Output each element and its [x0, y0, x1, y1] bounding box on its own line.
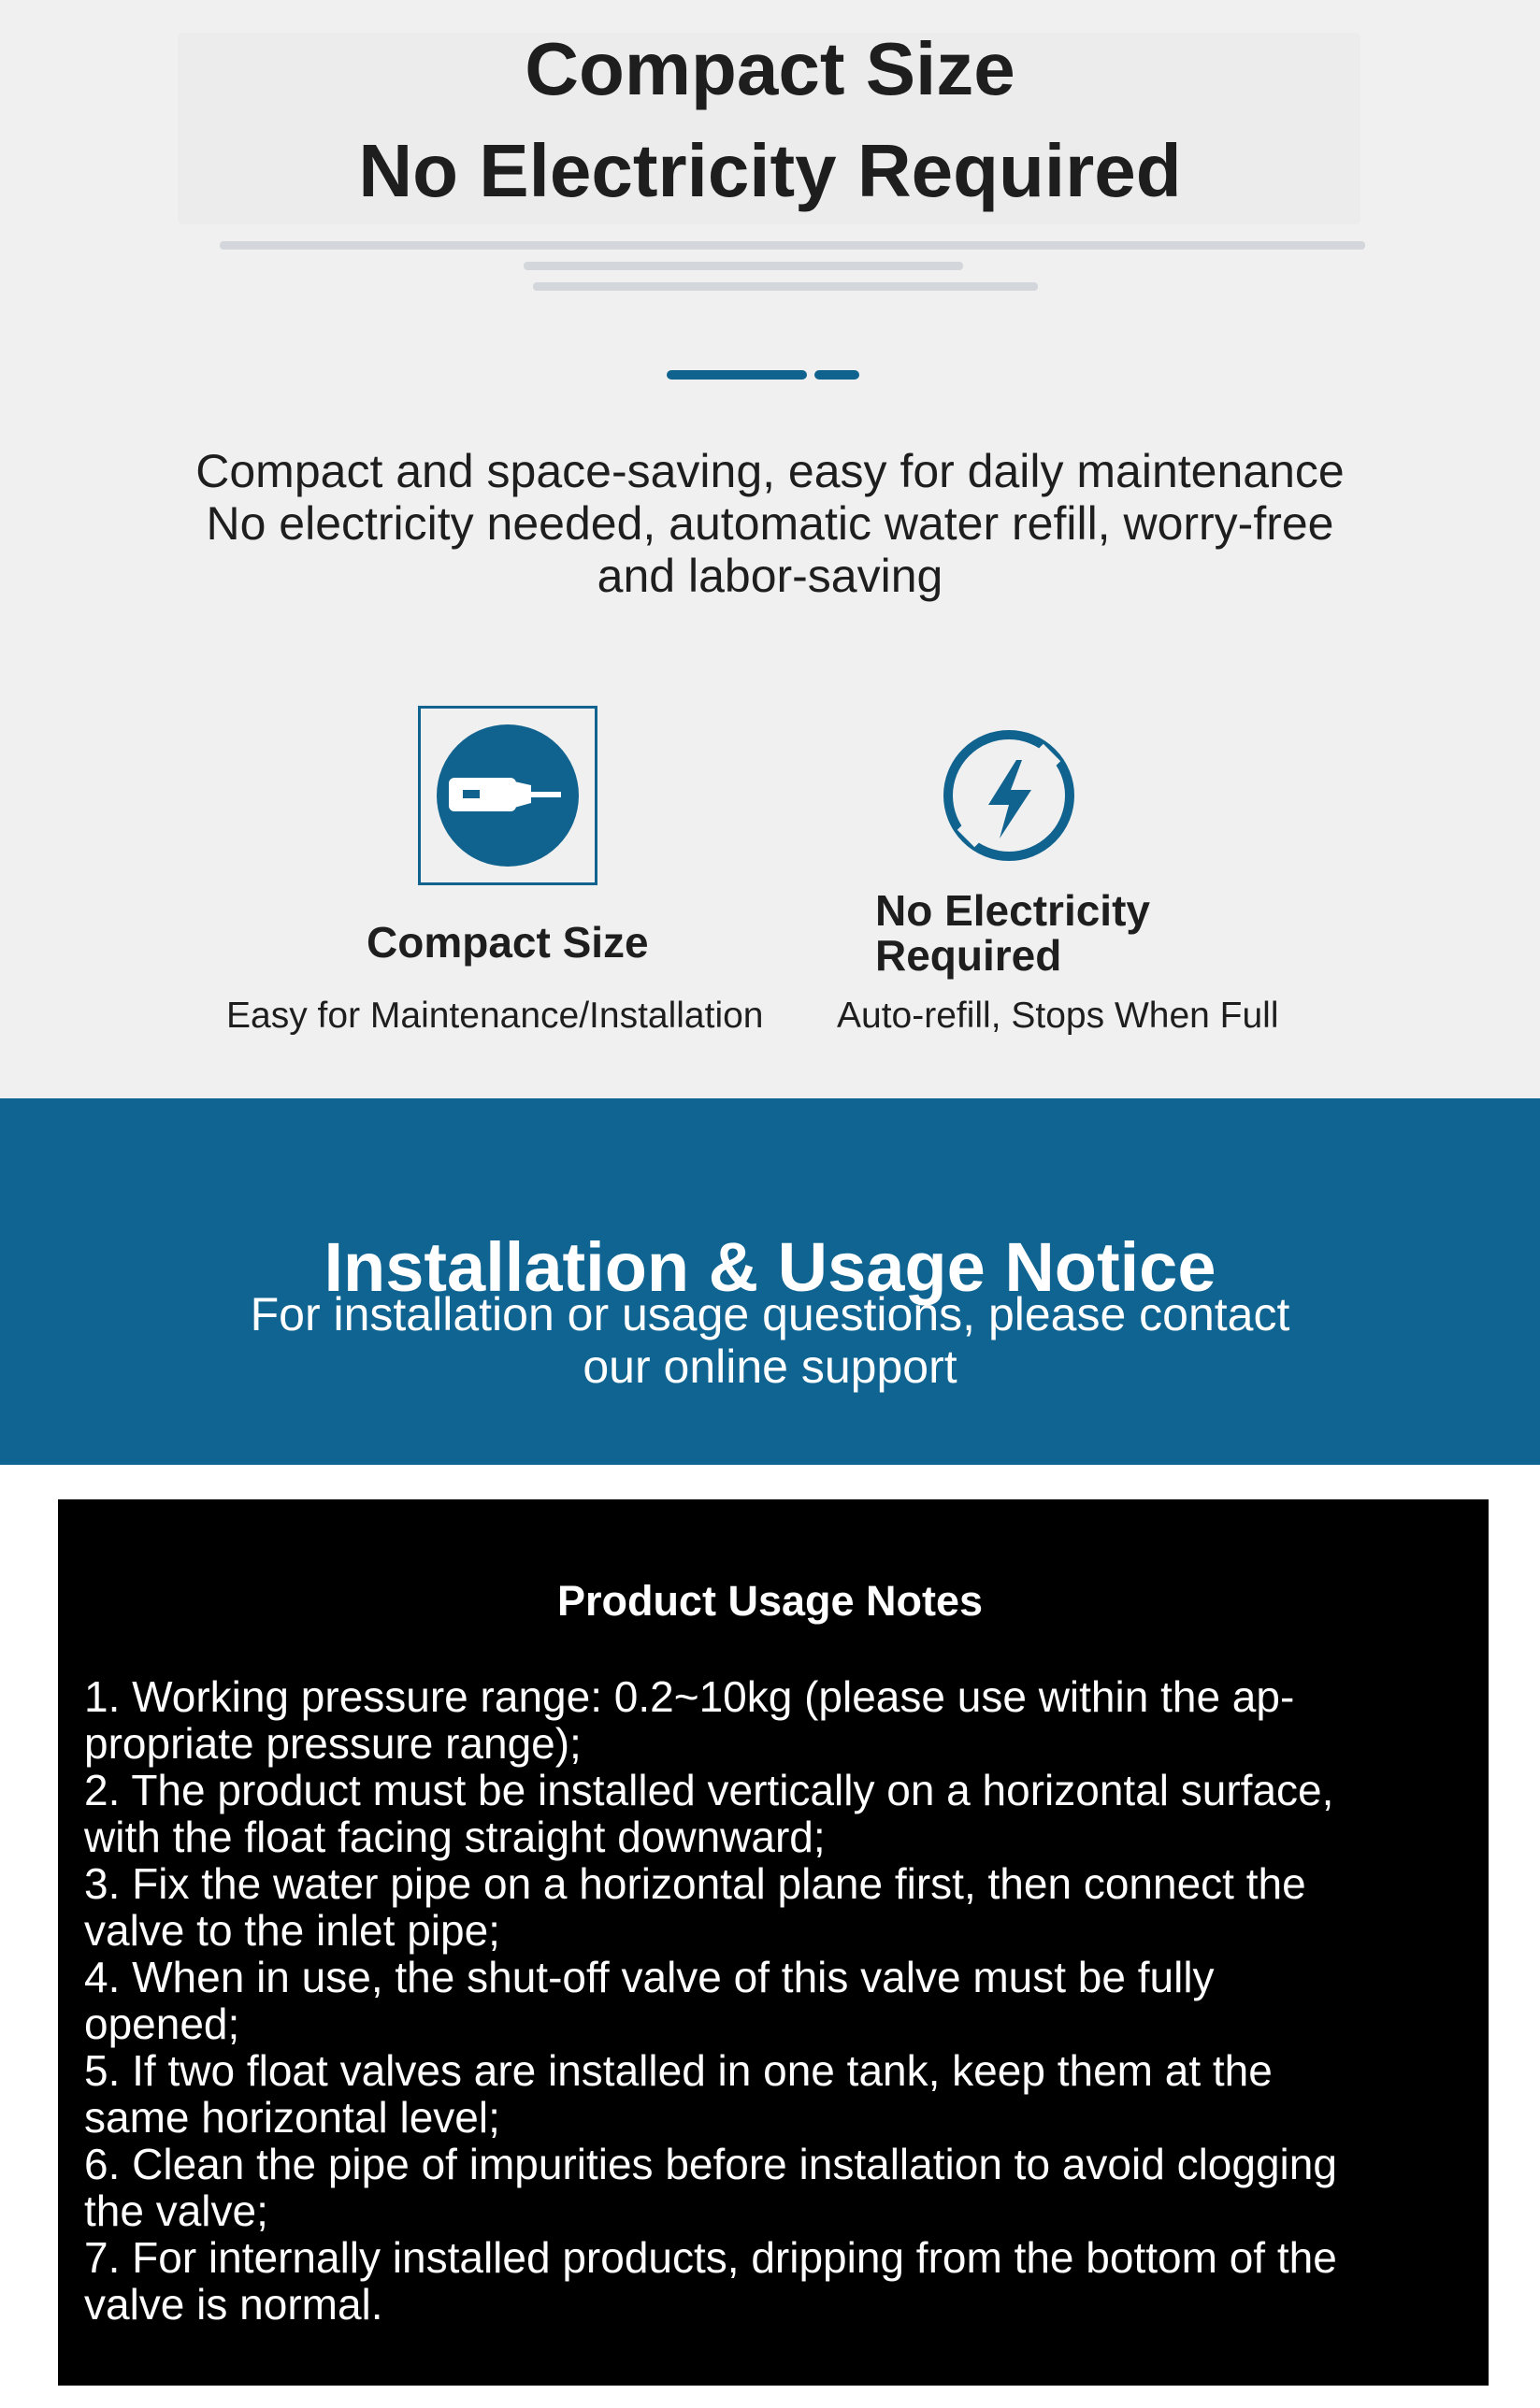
- usage-notes-list: [84, 1673, 1463, 2328]
- accent-divider-short: [814, 370, 859, 380]
- drill-icon: [421, 709, 595, 882]
- usage-note-line: opened;: [84, 2000, 240, 2048]
- usage-note-line: the valve;: [84, 2186, 268, 2235]
- usage-note-line: valve to the inlet pipe;: [84, 1906, 500, 1955]
- usage-note-line: with the float facing straight downward;: [84, 1813, 826, 1861]
- usage-note-line: 1. Working pressure range: 0.2~10kg (please use within the ap-: [84, 1672, 1295, 1721]
- intro-line2: No electricity needed, automatic water refill, worry-free: [206, 497, 1334, 550]
- usage-note-line: same horizontal level;: [84, 2093, 500, 2142]
- notice-title: Installation & Usage Notice: [324, 1228, 1216, 1307]
- decorative-text-blur: [524, 262, 963, 270]
- feature-section: [0, 0, 1540, 1098]
- notice-subtitle: [0, 1288, 1540, 1393]
- decorative-text-blur: [533, 282, 1038, 291]
- feature-subtitle-compact: Easy for Maintenance/Installation: [226, 996, 764, 1036]
- usage-note-line: 7. For internally installed products, dripping from the bottom of the: [84, 2233, 1337, 2282]
- usage-note-line: 3. Fix the water pipe on a horizontal plane first, then connect the: [84, 1859, 1306, 1908]
- usage-notes-title: Product Usage Notes: [556, 1577, 984, 1625]
- no-electricity-icon: [938, 724, 1080, 867]
- drill-icon-frame: [418, 706, 597, 885]
- feature-title-no-electricity-line1: No Electricity: [875, 886, 1150, 935]
- usage-note-line: 4. When in use, the shut-off valve of this valve must be fully: [84, 1953, 1215, 2001]
- usage-note-line: propriate pressure range);: [84, 1719, 582, 1768]
- intro-text: [0, 445, 1540, 602]
- notice-subtitle-line2: our online support: [583, 1340, 957, 1393]
- decorative-text-blur: [220, 241, 1365, 250]
- usage-note-line: 2. The product must be installed vertically on a horizontal surface,: [84, 1766, 1334, 1814]
- page-title-line1: Compact Size: [525, 27, 1015, 110]
- feature-subtitle-no-electricity: Auto-refill, Stops When Full: [837, 996, 1279, 1036]
- intro-line1: Compact and space-saving, easy for daily maintenance: [195, 445, 1345, 497]
- intro-line3: and labor-saving: [597, 550, 943, 602]
- usage-note-line: valve is normal.: [84, 2280, 383, 2329]
- accent-divider: [667, 370, 807, 380]
- page-title-line2: No Electricity Required: [358, 129, 1182, 212]
- feature-title-no-electricity-line2: Required: [875, 931, 1062, 980]
- usage-note-line: 6. Clean the pipe of impurities before installation to avoid clogging: [84, 2140, 1337, 2188]
- feature-title-compact: Compact Size: [367, 918, 649, 967]
- notice-subtitle-line1: For installation or usage questions, please contact: [250, 1288, 1290, 1340]
- usage-note-line: 5. If two float valves are installed in one tank, keep them at the: [84, 2046, 1273, 2095]
